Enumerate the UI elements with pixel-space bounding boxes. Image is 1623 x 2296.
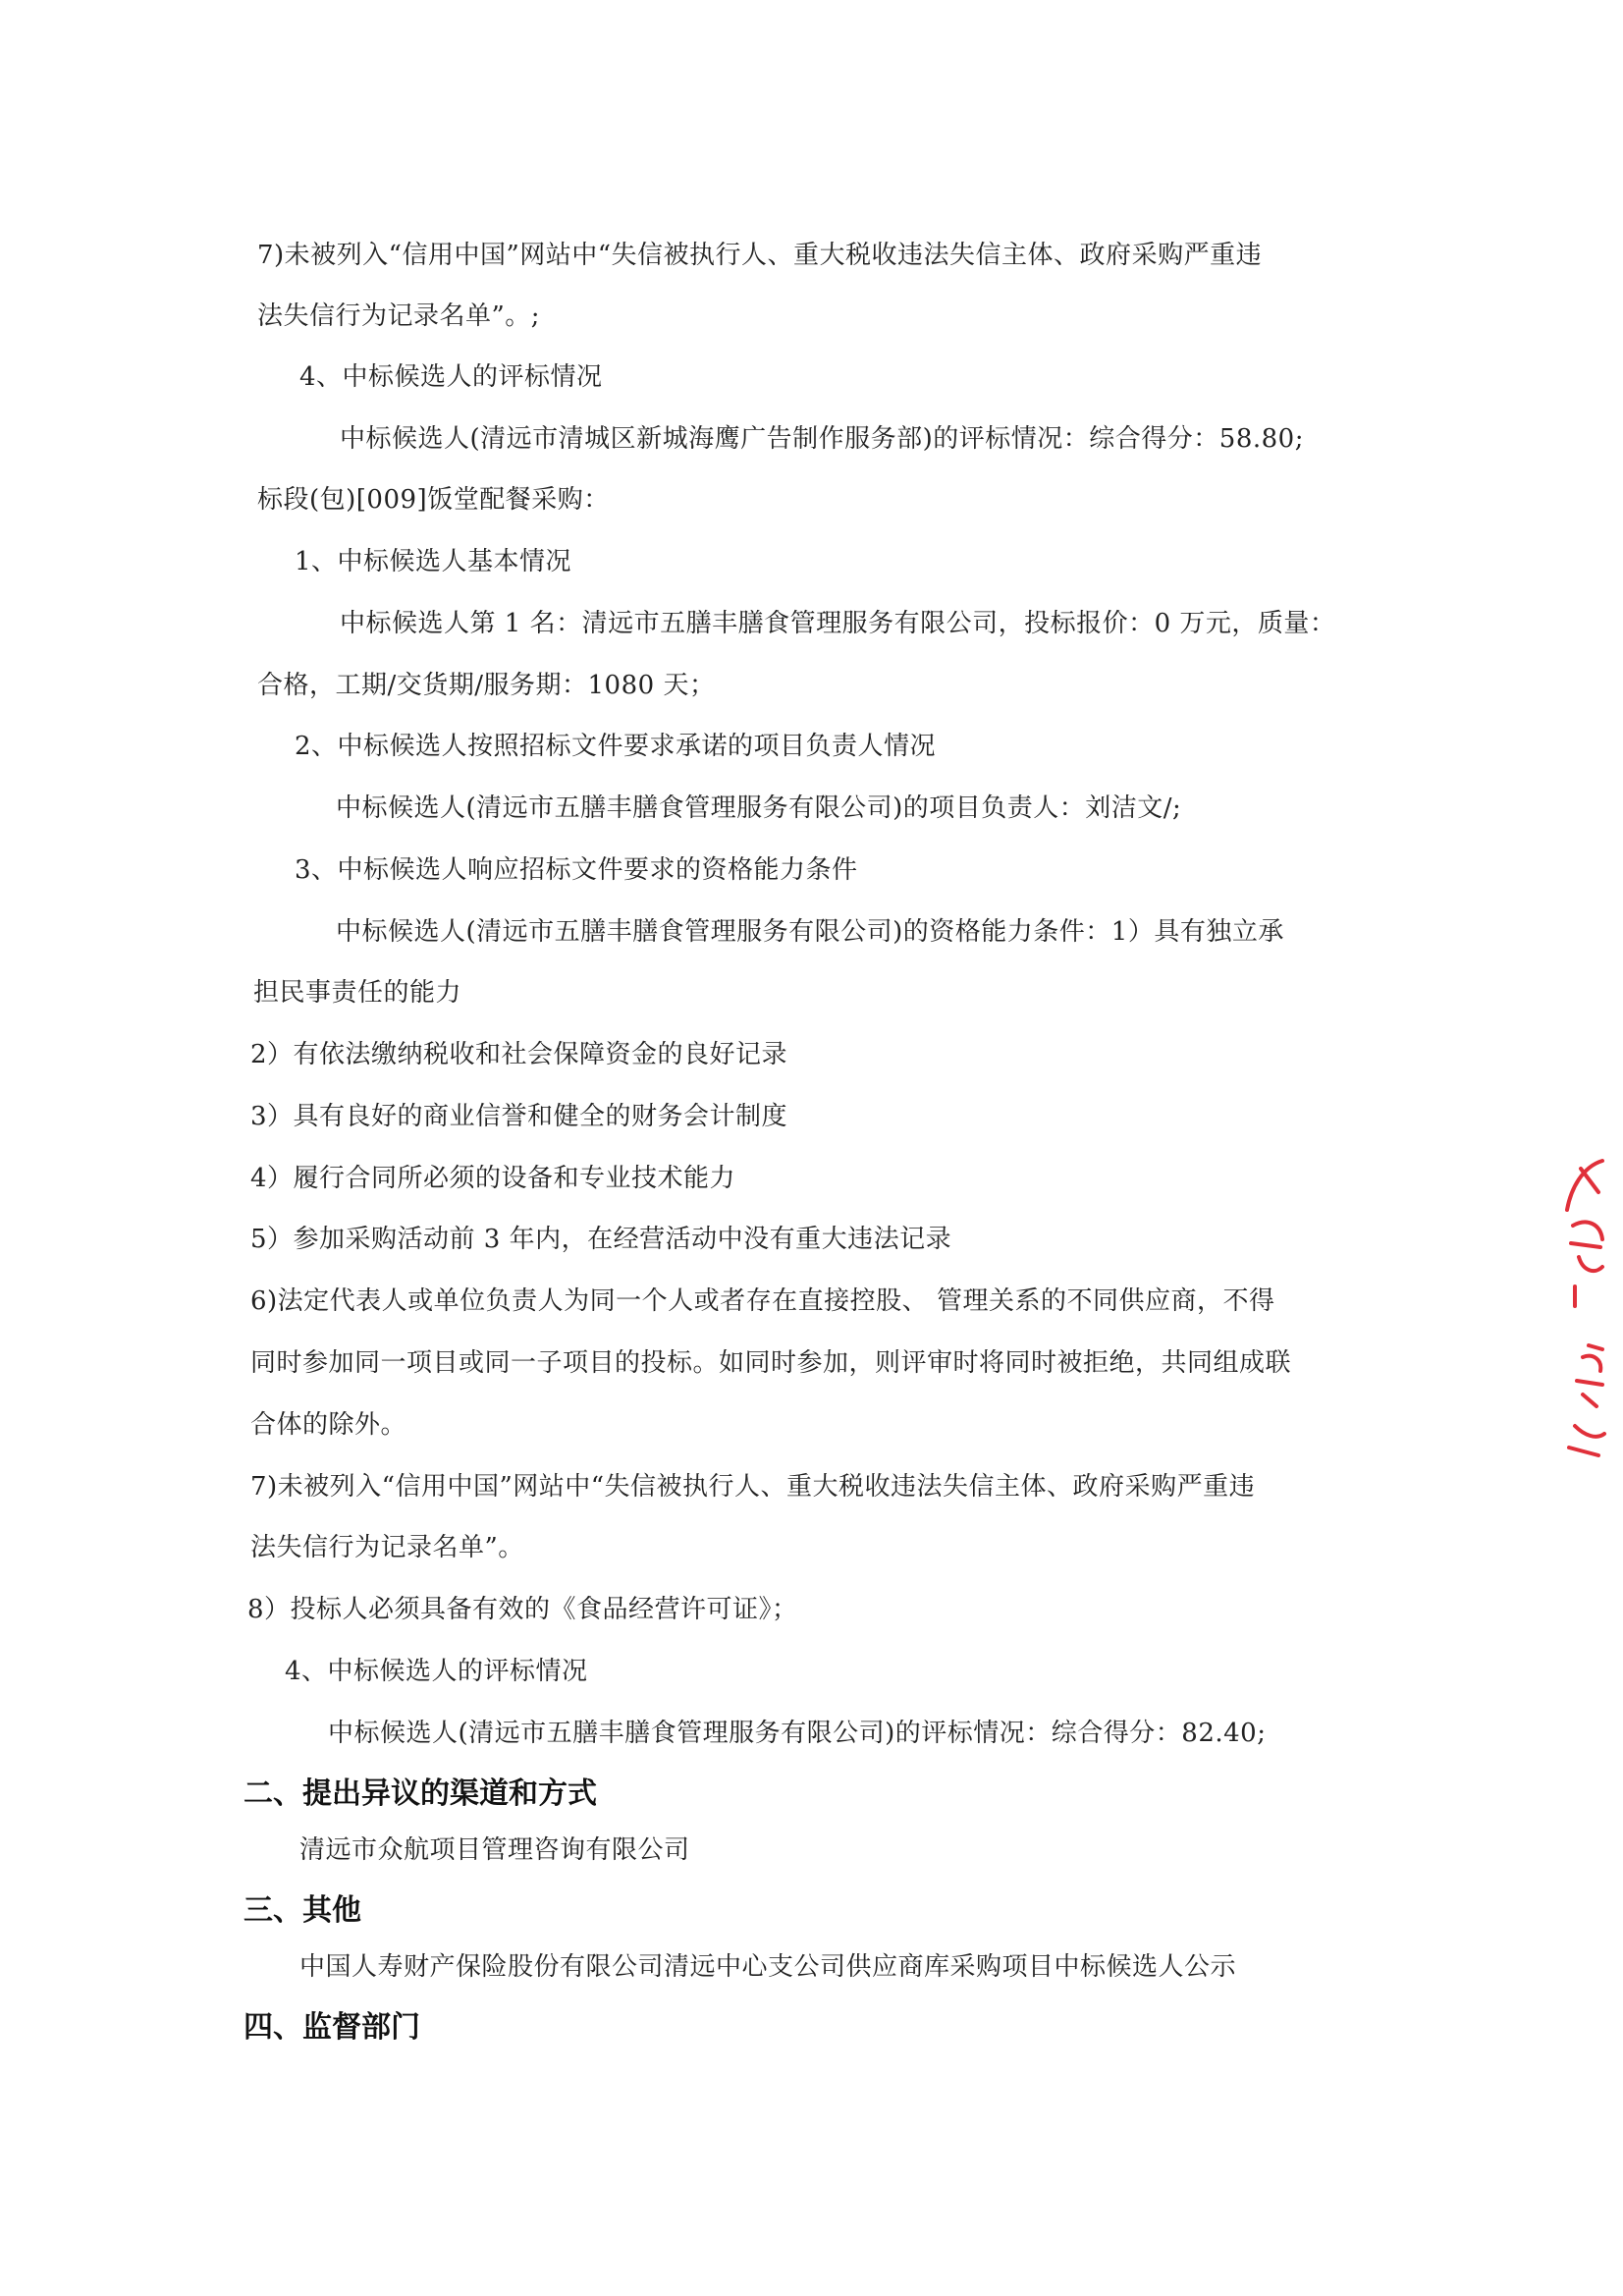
body-line: 7)未被列入“信用中国”网站中“失信被执行人、重大税收违法失信主体、政府采购严重违 <box>257 241 1263 270</box>
body-line: 7)未被列入“信用中国”网站中“失信被执行人、重大税收违法失信主体、政府采购严重违 <box>250 1472 1256 1502</box>
body-line: 4、中标候选人的评标情况 <box>299 362 603 392</box>
body-line: 中标候选人(清远市五膳丰膳食管理服务有限公司)的评标情况：综合得分：82.40; <box>328 1719 1267 1748</box>
body-line: 3）具有良好的商业信誉和健全的财务会计制度 <box>250 1102 788 1131</box>
body-line: 4）履行合同所必须的设备和专业技术能力 <box>250 1164 736 1193</box>
body-line: 合格，工期/交货期/服务期：1080 天； <box>257 671 716 700</box>
body-line: 中标候选人第 1 名：清远市五膳丰膳食管理服务有限公司，投标报价：0 万元，质量： <box>340 609 1336 638</box>
body-line: 同时参加同一项目或同一子项目的投标。如同时参加，则评审时将同时被拒绝，共同组成联 <box>250 1348 1292 1378</box>
section-heading-other: 三、其他 <box>243 1893 361 1928</box>
body-line: 2）有依法缴纳税收和社会保障资金的良好记录 <box>250 1040 788 1069</box>
body-line: 中标候选人(清远市清城区新城海鹰广告制作服务部)的评标情况：综合得分：58.80; <box>340 424 1304 454</box>
body-line: 2、中标候选人按照招标文件要求承诺的项目负责人情况 <box>295 732 937 761</box>
body-line: 3、中标候选人响应招标文件要求的资格能力条件 <box>295 855 858 885</box>
objection-channel-text: 清远市众航项目管理咨询有限公司 <box>299 1835 690 1865</box>
section-heading-objection: 二、提出异议的渠道和方式 <box>243 1777 597 1811</box>
body-line: 1、中标候选人基本情况 <box>295 547 572 576</box>
body-line: 标段(包)[009]饭堂配餐采购： <box>257 485 610 515</box>
body-line: 法失信行为记录名单”。; <box>257 301 541 331</box>
body-line: 4、中标候选人的评标情况 <box>285 1657 588 1686</box>
body-line: 5）参加采购活动前 3 年内，在经营活动中没有重大违法记录 <box>250 1225 952 1254</box>
body-line: 担民事责任的能力 <box>253 978 462 1008</box>
body-line: 中标候选人(清远市五膳丰膳食管理服务有限公司)的项目负责人：刘洁文/; <box>336 793 1182 823</box>
section-heading-supervision: 四、监督部门 <box>243 2010 420 2045</box>
body-line: 中标候选人(清远市五膳丰膳食管理服务有限公司)的资格能力条件：1）具有独立承 <box>336 917 1284 947</box>
body-line: 合体的除外。 <box>250 1410 407 1440</box>
red-seal-stamp <box>1553 1149 1608 1473</box>
other-text: 中国人寿财产保险股份有限公司清远中心支公司供应商库采购项目中标候选人公示 <box>299 1952 1237 1982</box>
body-line: 6)法定代表人或单位负责人为同一个人或者存在直接控股、 管理关系的不同供应商，不得 <box>250 1286 1275 1316</box>
body-line: 8）投标人必须具备有效的《食品经营许可证》； <box>247 1595 798 1624</box>
body-line: 法失信行为记录名单”。 <box>250 1533 524 1562</box>
